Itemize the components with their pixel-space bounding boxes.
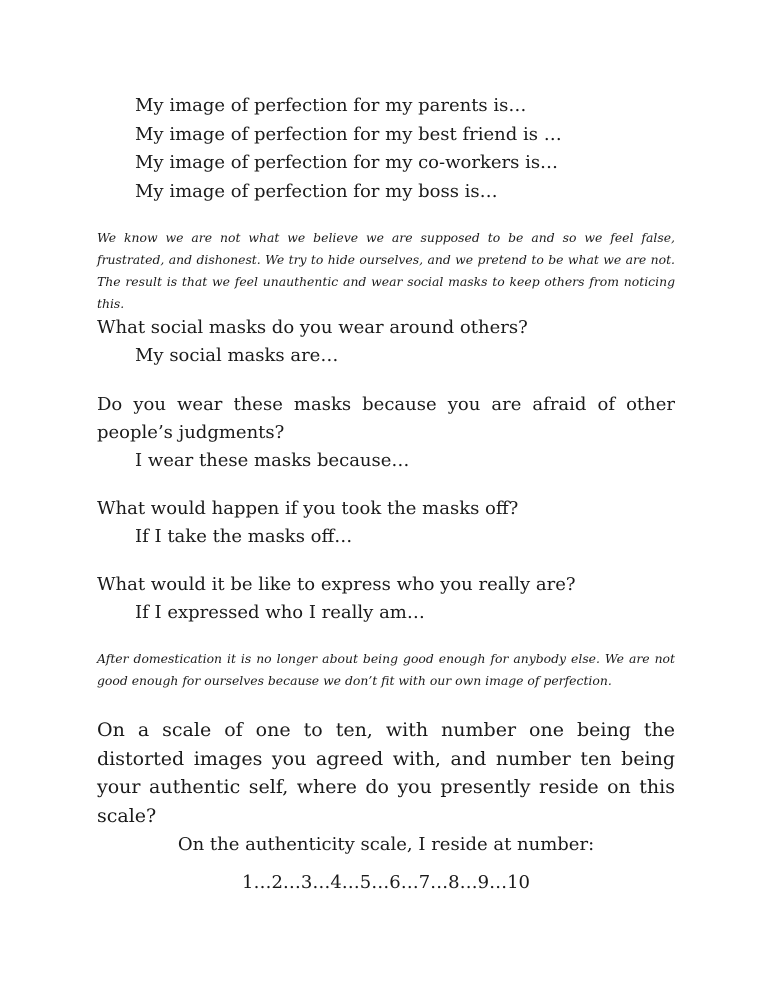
question-block-social-masks — [97, 314, 675, 370]
italic-note-masks: We know we are not what we believe we are supposed to be and so we feel false, frustrated, and dishonest. We try to hide ourselves, and we pretend to be what we are not. The result is that we feel unauthentic and wear social masks to keep others from noticing this. — [97, 230, 675, 311]
question-text: What social masks do you wear around others? — [97, 317, 528, 338]
answer-prompt: If I take the masks off… — [135, 526, 353, 547]
prompt-boss: My image of perfection for my boss is… — [135, 180, 498, 202]
question-block-afraid — [97, 391, 675, 475]
answer-prompt: My social masks are… — [135, 345, 339, 366]
prompt-best-friend: My image of perfection for my best friend is … — [135, 123, 562, 145]
scale-question: On a scale of one to ten, with number one being the distorted images you agreed with, and number ten being your authentic self, where do you presently reside on this scale? — [97, 719, 675, 827]
question-block-express — [97, 571, 675, 627]
question-text: Do you wear these masks because you are afraid of other people’s judgments? — [97, 394, 675, 443]
question-block-masks-off — [97, 495, 675, 551]
answer-prompt: I wear these masks because… — [135, 450, 410, 471]
question-text: What would it be like to express who you really are? — [97, 574, 576, 595]
answer-prompt: If I expressed who I really am… — [135, 602, 425, 623]
prompt-parents: My image of perfection for my parents is… — [135, 95, 527, 116]
scale-label: On the authenticity scale, I reside at number: — [177, 834, 595, 855]
scale-values: 1…2…3…4…5…6…7…8…9…10 — [242, 872, 530, 893]
prompt-co-workers: My image of perfection for my co-workers is… — [135, 152, 559, 173]
perfection-prompts — [135, 92, 675, 206]
italic-note-domestication: After domestication it is no longer about being good enough for anybody else. We are not good enough for ourselves because we don’t fit with our own image of perfection. — [97, 651, 675, 688]
question-text: What would happen if you took the masks off? — [97, 498, 519, 519]
